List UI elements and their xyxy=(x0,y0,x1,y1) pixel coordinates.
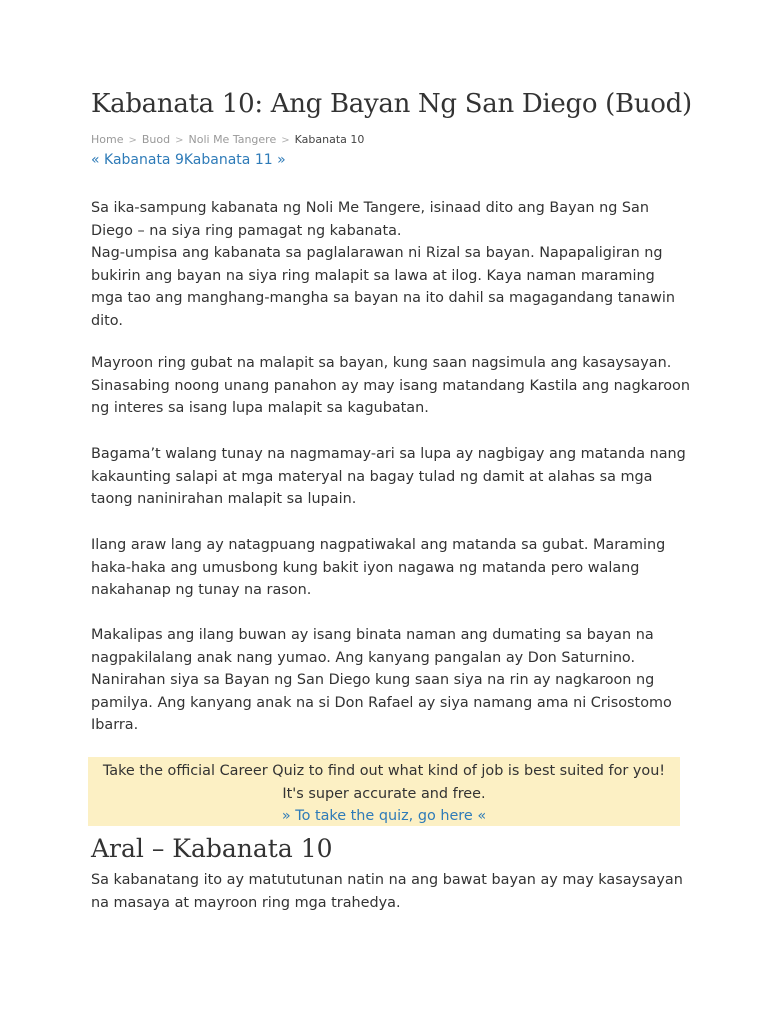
breadcrumb-separator-icon: > xyxy=(128,135,137,146)
lesson-heading: Aral – Kabanata 10 xyxy=(91,834,333,863)
quiz-headline: Take the official Career Quiz to find out what kind of job is best suited for you! xyxy=(102,763,666,779)
intro-paragraph: Sa ika-sampung kabanata ng Noli Me Tangere, isinaad dito ang Bayan ng San Diego – na siya ring pamagat ng kabanata. xyxy=(91,200,650,239)
quiz-link[interactable]: » To take the quiz, go here « xyxy=(281,808,487,825)
breadcrumb-current: Kabanata 10 xyxy=(294,133,365,146)
body-paragraph: Nag-umpisa ang kabanata sa paglalarawan ni Rizal sa bayan. Napapaligiran ng bukirin ang bayan na siya ring malapit sa lawa at ilog. Kaya naman maraming mga tao ang manghang-mangha sa bayan na ito dahil sa magagandang tanawin dito. xyxy=(91,245,675,329)
body-paragraph: Mayroon ring gubat na malapit sa bayan, kung saan nagsimula ang kasaysayan. Sinasabing noong unang panahon ay may isang matandang Kastila ang nagkaroon ng interes sa isang lupa malapit sa kagubatan. xyxy=(91,355,690,417)
page-title: Kabanata 10: Ang Bayan Ng San Diego (Buod) xyxy=(91,89,692,119)
breadcrumb-buod[interactable]: Buod xyxy=(141,133,171,146)
quiz-subline: It's super accurate and free. xyxy=(282,785,486,802)
breadcrumb-separator-icon: > xyxy=(281,135,290,146)
prev-chapter-link[interactable]: « Kabanata 9 xyxy=(91,152,184,168)
body-paragraph: Makalipas ang ilang buwan ay isang binata naman ang dumating sa bayan na nagpakilalang anak nang yumao. Ang kanyang pangalan ay Don Saturnino. Nanirahan siya sa Bayan ng San Diego kung saan siya na rin ay nagkaroon ng pamilya. Ang kanyang anak na si Don Rafael ay siya namang ama ni Crisostomo Ibarra. xyxy=(91,627,672,734)
next-chapter-link[interactable]: Kabanata 11 » xyxy=(183,152,286,168)
chapter-navigation xyxy=(91,152,286,168)
breadcrumb-noli-me-tangere[interactable]: Noli Me Tangere xyxy=(188,133,277,146)
body-paragraph: Bagama’t walang tunay na nagmamay-ari sa lupa ay nagbigay ang matanda nang kakaunting salapi at mga materyal na bagay tulad ng damit at alahas sa mga taong naninirahan malapit sa lupain. xyxy=(91,446,686,508)
lesson-paragraph: Sa kabanatang ito ay matututunan natin na ang bawat bayan ay may kasaysayan na masaya at mayroon ring mga trahedya. xyxy=(91,872,683,911)
breadcrumb xyxy=(91,133,364,146)
breadcrumb-home[interactable]: Home xyxy=(91,133,124,146)
breadcrumb-separator-icon: > xyxy=(175,135,184,146)
career-quiz-banner xyxy=(88,757,680,826)
body-paragraph: Ilang araw lang ay natagpuang nagpatiwakal ang matanda sa gubat. Maraming haka-haka ang umusbong kung bakit iyon nagawa ng matanda pero walang nakahanap ng tunay na rason. xyxy=(91,537,666,599)
